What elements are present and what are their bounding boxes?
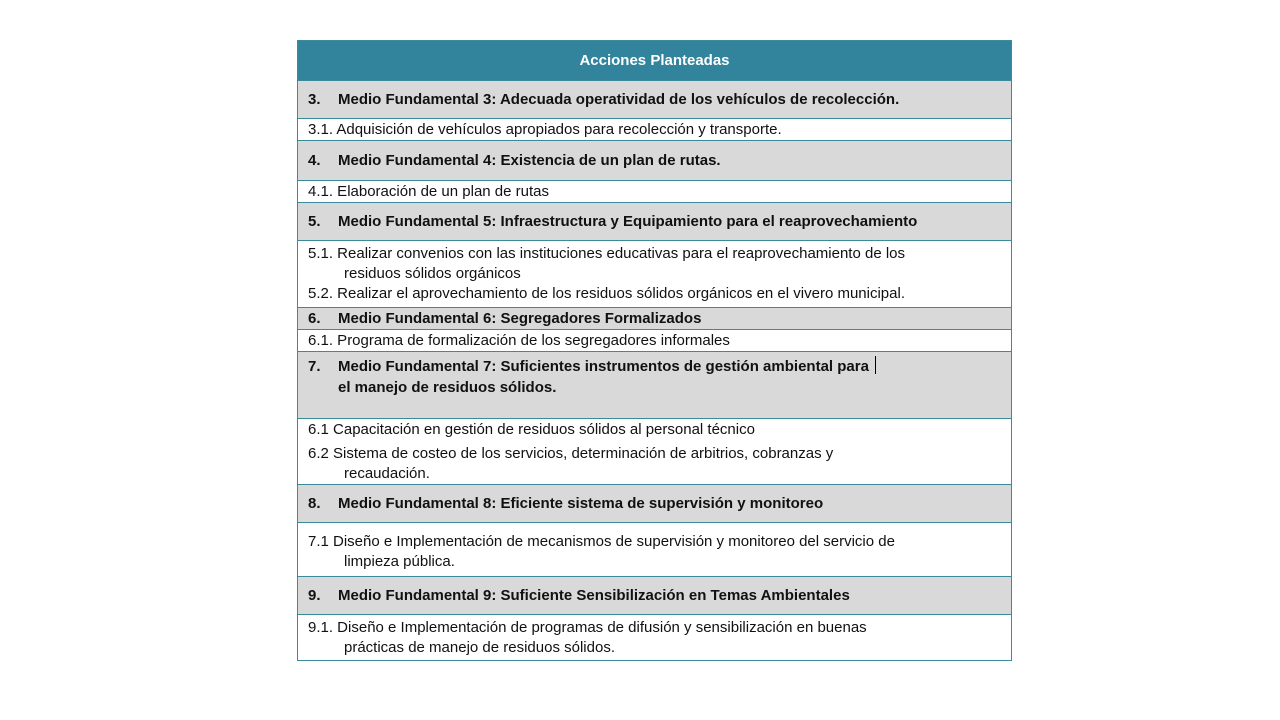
section-title: Medio Fundamental 5: Infraestructura y Equipamiento para el reaprovechamiento	[338, 213, 918, 230]
list-item: 9.1. Diseño e Implementación de programas de difusión y sensibilización en buenas	[308, 618, 867, 636]
section-number: 8.	[308, 495, 321, 512]
section-header-3	[298, 81, 1011, 119]
section-title: Medio Fundamental 8: Eficiente sistema de supervisión y monitoreo	[338, 495, 824, 512]
section-title: Medio Fundamental 3: Adecuada operatividad de los vehículos de recolección.	[338, 91, 900, 108]
list-item: 6.1. Programa de formalización de los segregadores informales	[308, 331, 730, 349]
list-item: 6.1 Capacitación en gestión de residuos sólidos al personal técnico	[308, 420, 755, 438]
list-item: 7.1 Diseño e Implementación de mecanismos de supervisión y monitoreo del servicio de	[308, 533, 895, 550]
section-body-9	[298, 615, 1011, 660]
section-number: 7.	[308, 358, 321, 375]
section-header-6	[298, 308, 1011, 330]
section-body-3	[298, 119, 1011, 141]
section-title: Medio Fundamental 6: Segregadores Formalizados	[338, 310, 702, 327]
list-item-continuation: limpieza pública.	[344, 553, 455, 570]
list-item: 4.1. Elaboración de un plan de rutas	[308, 182, 550, 200]
section-number: 4.	[308, 152, 321, 169]
list-item: 5.1. Realizar convenios con las instituciones educativas para el reaprovechamiento de los	[308, 245, 906, 262]
section-header-7	[298, 352, 1011, 419]
section-title: Medio Fundamental 9: Suficiente Sensibilización en Temas Ambientales	[338, 587, 850, 604]
text-cursor	[875, 356, 876, 374]
list-item: 6.2 Sistema de costeo de los servicios, determinación de arbitrios, cobranzas y	[308, 444, 834, 462]
table-header	[298, 41, 1011, 81]
section-number: 6.	[308, 310, 321, 327]
list-item-continuation: prácticas de manejo de residuos sólidos.	[344, 638, 615, 656]
table-header-title: Acciones Planteadas	[579, 52, 730, 69]
section-body-4	[298, 181, 1011, 203]
actions-table	[297, 40, 1012, 661]
section-header-8	[298, 485, 1011, 523]
section-header-4	[298, 141, 1011, 181]
section-title: Medio Fundamental 7: Suficientes instrumentos de gestión ambiental para	[338, 358, 869, 375]
list-item-continuation: residuos sólidos orgánicos	[344, 265, 521, 282]
section-number: 5.	[308, 213, 321, 230]
section-title-continuation: el manejo de residuos sólidos.	[338, 379, 557, 396]
section-header-5	[298, 203, 1011, 241]
section-body-7	[298, 419, 1011, 485]
list-item-continuation: recaudación.	[344, 464, 430, 482]
section-body-8	[298, 523, 1011, 577]
list-item: 5.2. Realizar el aprovechamiento de los residuos sólidos orgánicos en el vivero municipal.	[308, 285, 905, 302]
section-header-9	[298, 577, 1011, 615]
section-number: 3.	[308, 91, 321, 108]
section-title: Medio Fundamental 4: Existencia de un plan de rutas.	[338, 152, 721, 169]
section-body-6	[298, 330, 1011, 352]
list-item: 3.1. Adquisición de vehículos apropiados para recolección y transporte.	[308, 120, 782, 138]
section-body-5	[298, 241, 1011, 308]
section-number: 9.	[308, 587, 321, 604]
